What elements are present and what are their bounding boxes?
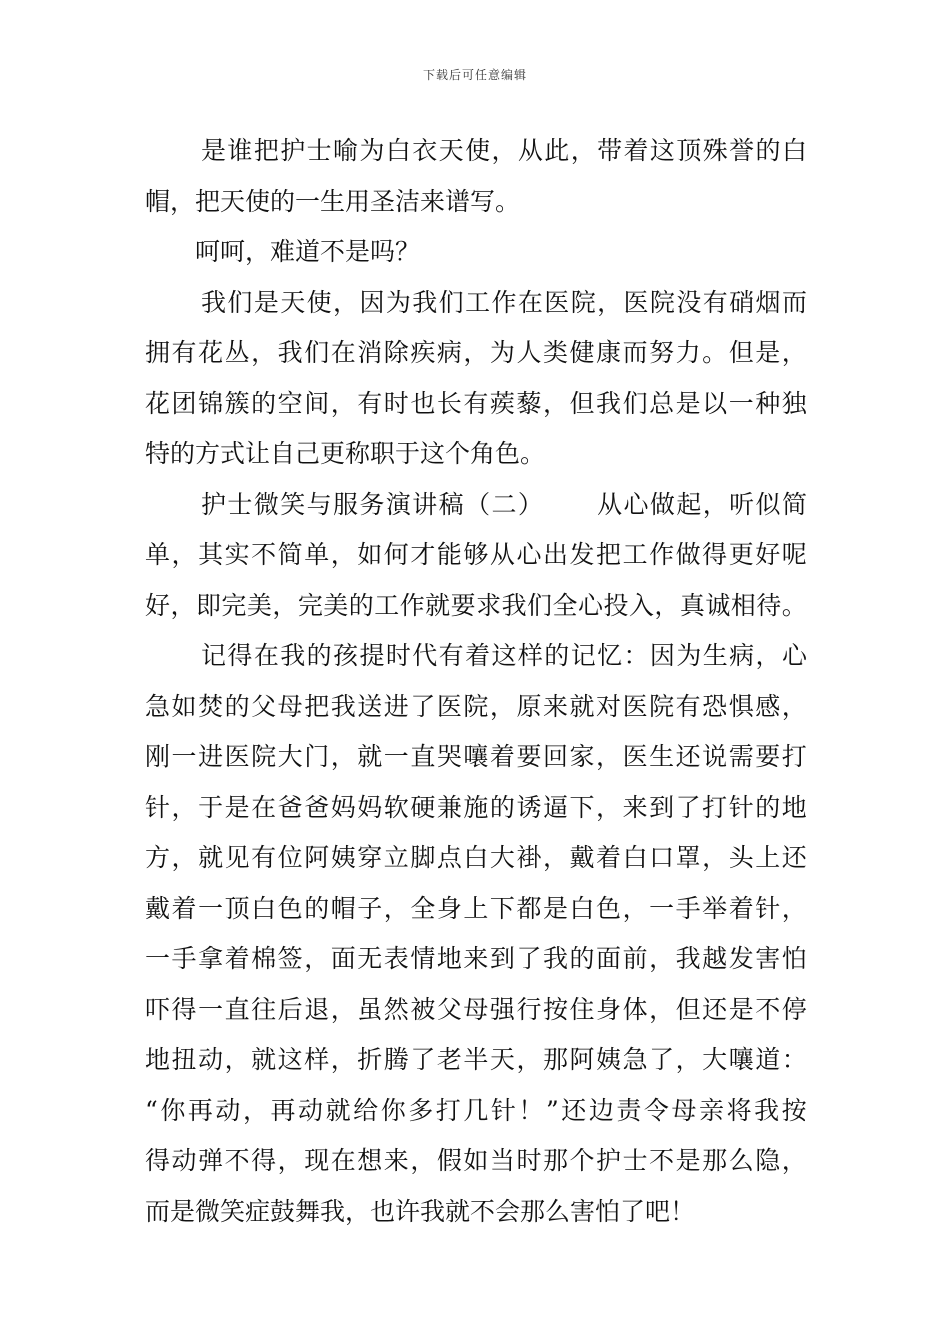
text-line: 花 团 锦 簇 的 空 间 ， 有 时 也 长 有 蒺 藜 ， 但 我 们 总 是 以 一 种 独 bbox=[145, 388, 807, 418]
text-line: 刚 一 进 医 院 大 门 ， 就 一 直 哭 嚷 着 要 回 家 ， 医 生 还 说 需 要 打 bbox=[145, 742, 807, 771]
text-line: 拥 有 花 丛 ， 我 们 在 消 除 疾 病 ， 为 人 类 健 康 而 努 力 。 但 是 ， bbox=[145, 338, 807, 367]
text-line: 是 谁 把 护 士 喻 为 白 衣 天 使 ， 从 此 ， 带 着 这 顶 殊 誉 的 白 bbox=[201, 136, 807, 165]
text-line: 得 动 弹 不 得 ， 现 在 想 来 ， 假 如 当 时 那 个 护 士 不 是 那 么 隐 ， bbox=[145, 1146, 807, 1175]
text-line: 护 士 微 笑 与 服 务 演 讲 稿 （ 二 ） 从 心 做 起 ， 听 似 简 bbox=[201, 489, 807, 519]
text-line: 急 如 焚 的 父 母 把 我 送 进 了 医 院 ， 原 来 就 对 医 院 有 恐 惧 感 ， bbox=[145, 691, 807, 721]
text-line: 戴 着 一 顶 白 色 的 帽 子 ， 全 身 上 下 都 是 白 色 ， 一 手 举 着 针 ， bbox=[145, 893, 807, 923]
text-line: “ 你 再 动 ， 再 动 就 给 你 多 打 几 针 ！ ” 还 边 责 令 母 亲 将 我 按 bbox=[145, 1095, 807, 1125]
text-line: 而是微笑症鼓舞我，也许我就不会那么害怕了吧！ bbox=[145, 1196, 696, 1226]
text-line: 地 扭 动 ， 就 这 样 ， 折 腾 了 老 半 天 ， 那 阿 姨 急 了 ， 大 嚷 道 ： bbox=[145, 1045, 807, 1074]
page-header: 下载后可任意编辑 bbox=[422, 68, 527, 82]
text-line: 一 手 拿 着 棉 签 ， 面 无 表 情 地 来 到 了 我 的 面 前 ， 我 越 发 害 怕 bbox=[145, 944, 807, 973]
text-line: 单 ， 其 实 不 简 单 ， 如 何 才 能 够 从 心 出 发 把 工 作 做 得 更 好 呢 bbox=[145, 540, 807, 569]
text-line: 记 得 在 我 的 孩 提 时 代 有 着 这 样 的 记 忆 ： 因 为 生 病 ， 心 bbox=[201, 641, 807, 670]
text-line: 吓 得 一 直 往 后 退 ， 虽 然 被 父 母 强 行 按 住 身 体 ， 但 还 是 不 停 bbox=[145, 994, 807, 1024]
text-line: 好 ， 即 完 美 ， 完 美 的 工 作 就 要 求 我 们 全 心 投 入 ， 真 诚 相 待 。 bbox=[145, 590, 807, 620]
text-line: 特的方式让自己更称职于这个角色。 bbox=[145, 439, 546, 468]
text-line: 帽，把天使的一生用圣洁来谱写。 bbox=[145, 186, 521, 216]
text-line: 针 ， 于 是 在 爸 爸 妈 妈 软 硬 兼 施 的 诱 逼 下 ， 来 到 了 打 针 的 地 bbox=[145, 792, 807, 822]
text-line: 方 ， 就 见 有 位 阿 姨 穿 立 脚 点 白 大 褂 ， 戴 着 白 口 罩 ， 头 上 还 bbox=[145, 843, 807, 872]
text-line: 我 们 是 天 使 ， 因 为 我 们 工 作 在 医 院 ， 医 院 没 有 硝 烟 而 bbox=[201, 287, 807, 317]
document-body bbox=[145, 126, 807, 1237]
text-line: 呵呵，难道不是吗？ bbox=[195, 237, 421, 266]
